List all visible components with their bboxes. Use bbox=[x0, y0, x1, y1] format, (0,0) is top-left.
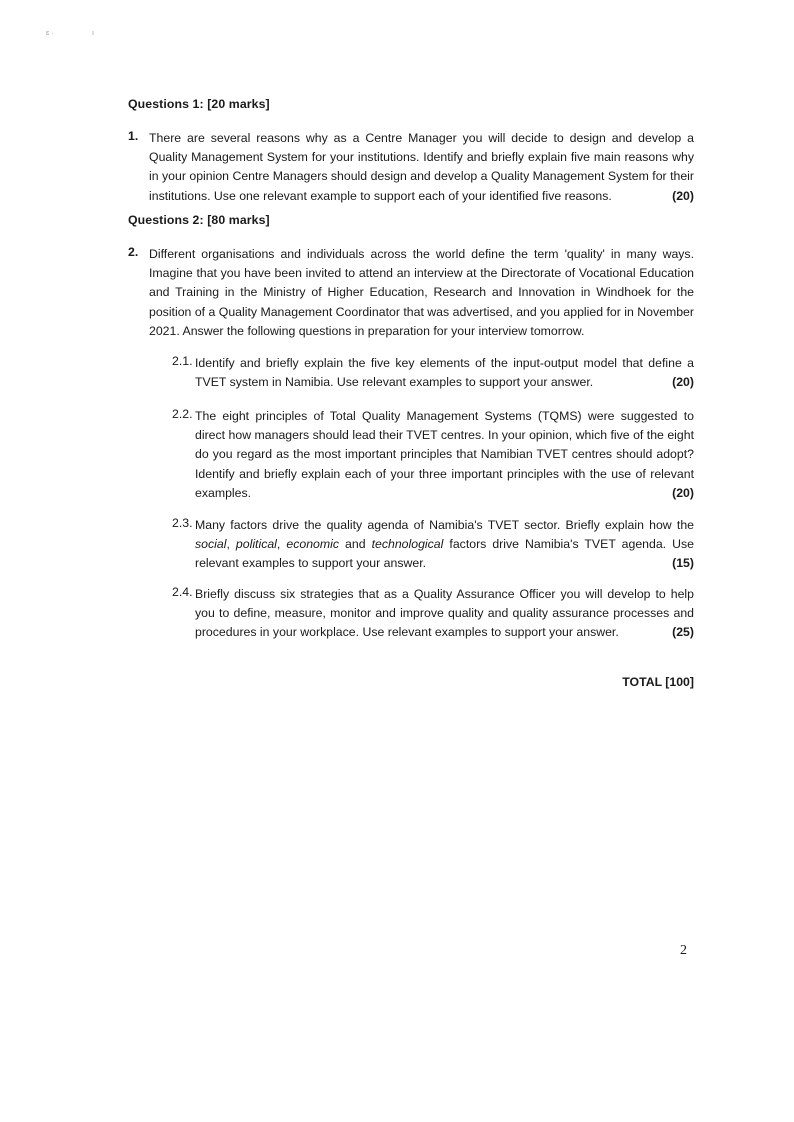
question-number: 2. bbox=[128, 245, 139, 259]
question-1 bbox=[128, 129, 694, 206]
sub-question-2-1-text: Identify and briefly explain the five key elements of the input-output model that define a TVET system in Namibia. Use relevant examples to support your answer. bbox=[195, 356, 694, 390]
page-number: 2 bbox=[680, 943, 687, 958]
emphasis-economic: economic bbox=[286, 537, 340, 552]
question-2 bbox=[128, 245, 694, 341]
sub-question-2-3-text-b: factors drive Namibia's TVET agenda. Use relevant examples to support your answer. bbox=[195, 537, 694, 571]
sub-question-number: 2.4. bbox=[172, 585, 193, 599]
sub-question-2-2 bbox=[172, 407, 694, 503]
question-text bbox=[149, 129, 694, 206]
separator: , bbox=[226, 537, 236, 552]
sub-question-2-3-text-a: Many factors drive the quality agenda of Namibia's TVET sector. Briefly explain how the bbox=[195, 518, 694, 532]
section-title-questions-2: Questions 2: [80 marks] bbox=[128, 213, 270, 227]
total-marks: TOTAL [100] bbox=[622, 675, 694, 689]
emphasis-political: political bbox=[235, 537, 277, 552]
emphasis-social: social bbox=[195, 537, 227, 552]
sub-question-marks: (25) bbox=[672, 625, 694, 640]
sub-question-marks: (20) bbox=[672, 375, 694, 390]
sub-question-text bbox=[195, 516, 694, 574]
sub-question-2-1 bbox=[172, 354, 694, 392]
sub-question-text bbox=[195, 585, 694, 643]
sub-question-number: 2.1. bbox=[172, 354, 193, 368]
scan-artifact-right: ı bbox=[92, 30, 94, 37]
emphasis-technological: technological bbox=[371, 537, 444, 552]
section-title-questions-1: Questions 1: [20 marks] bbox=[128, 97, 270, 111]
separator: , bbox=[276, 537, 287, 552]
sub-question-text bbox=[195, 407, 694, 503]
question-marks: (20) bbox=[672, 188, 694, 203]
sub-question-2-3 bbox=[172, 516, 694, 574]
sub-question-number: 2.2. bbox=[172, 407, 193, 421]
conjunction: and bbox=[339, 537, 372, 552]
question-text: Different organisations and individuals across the world define the term 'quality' in many ways. Imagine that you have been invited to attend an interview at the Directorate of Vocational Education and Training in the Ministry of Higher Education, Research and Innovation in Windhoek for the position of a Quality Management Coordinator that was advertised, and you applied for in November 2021. Answer the following questions in preparation for your interview tomorrow. bbox=[149, 247, 694, 338]
sub-question-2-2-text: The eight principles of Total Quality Management Systems (TQMS) were suggested to direct how managers should lead their TVET centres. In your opinion, which five of the eight do you regard as the most important principles that Namibian TVET centres should adopt? Identify and briefly explain each of your three important principles with the use of relevant examples. bbox=[195, 409, 694, 500]
sub-question-marks: (20) bbox=[672, 485, 694, 500]
question-number: 1. bbox=[128, 129, 139, 143]
question-1-text: There are several reasons why as a Centre Manager you will decide to design and develop a Quality Management System for your institutions. Identify and briefly explain five main reasons why in your opinion Centre Managers should design and develop a Quality Management System for their institutions. Use one relevant example to support each of your identified five reasons. bbox=[149, 131, 694, 203]
scan-artifact-left: ɛ · bbox=[46, 30, 54, 37]
sub-question-2-4-text: Briefly discuss six strategies that as a Quality Assurance Officer you will develop to help you to define, measure, monitor and improve quality and quality assurance processes and procedures in your workplace. Use relevant examples to support your answer. bbox=[195, 587, 694, 640]
sub-question-number: 2.3. bbox=[172, 516, 193, 530]
sub-question-text bbox=[195, 354, 694, 392]
sub-question-2-4 bbox=[172, 585, 694, 643]
sub-question-marks: (15) bbox=[672, 556, 694, 571]
